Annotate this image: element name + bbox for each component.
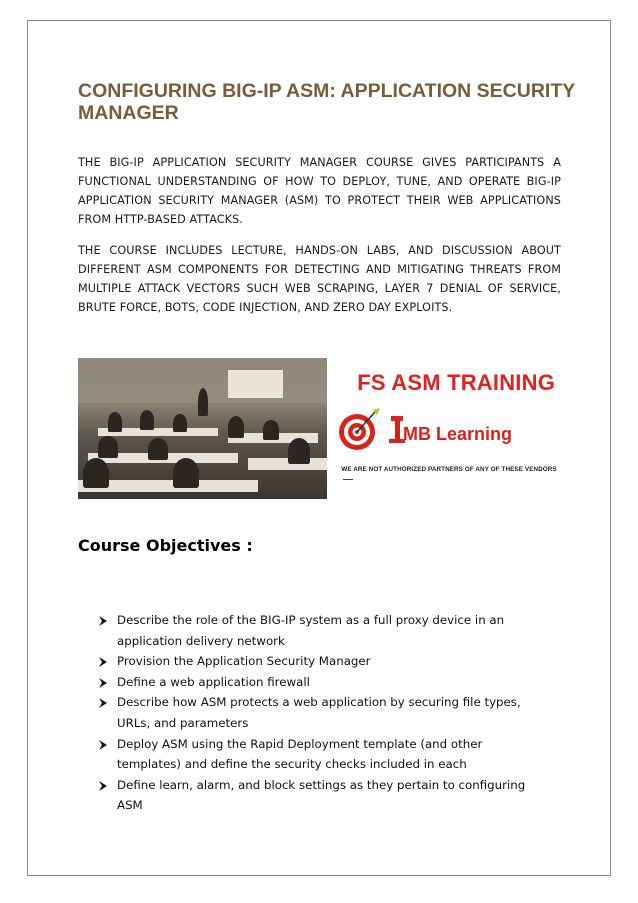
list-item (98, 651, 548, 672)
banner-title: FS ASM TRAINING (357, 370, 555, 395)
objective-text: Describe how ASM protects a web application by securing file types, URLs, and parameters (117, 695, 521, 730)
arrow-bullet-icon (98, 616, 108, 626)
objective-text: Describe the role of the BIG-IP system as a full proxy device in an application delivery network (117, 613, 505, 648)
objective-text: Provision the Application Security Manager (117, 654, 371, 669)
divider (343, 479, 353, 480)
objective-text: Define a web application firewall (117, 674, 310, 689)
course-content-paragraph: THE COURSE INCLUDES LECTURE, HANDS-ON LABS, AND DISCUSSION ABOUT DIFFERENT ASM COMPONENTS FOR DETECTING AND MITIGATING THREATS FROM MULTIPLE ATTACK VECTORS SUCH WEB SCRAPING, LAYER 7 DENIAL OF SERVICE, BRUTE FORCE, BOTS, CODE INJECTION, AND ZERO DAY EXPLOITS. (78, 244, 561, 314)
arrow-bullet-icon (98, 740, 108, 750)
list-item (98, 610, 548, 651)
arrow-bullet-icon (98, 781, 108, 791)
arrow-bullet-icon (98, 678, 108, 688)
list-item (98, 734, 548, 775)
objectives-heading: Course Objectives : (78, 536, 253, 555)
arrow-bullet-icon (98, 698, 108, 708)
training-banner (331, 358, 561, 499)
objectives-list (98, 610, 548, 816)
list-item (98, 692, 548, 733)
target-icon (337, 406, 383, 452)
list-item (98, 775, 548, 816)
arrow-bullet-icon (98, 657, 108, 667)
objective-text: Define learn, alarm, and block settings as they pertain to configuring ASM (117, 777, 526, 813)
list-item (98, 672, 548, 693)
mb-learning-logo-text: MB Learning (403, 424, 513, 444)
objective-text: Deploy ASM using the Rapid Deployment template (and other templates) and define the security checks included in each (117, 736, 483, 772)
vendor-disclaimer: WE ARE NOT AUTHORIZED PARTNERS OF ANY OF THESE VENDORS (341, 466, 557, 473)
intro-paragraph: THE BIG-IP APPLICATION SECURITY MANAGER COURSE GIVES PARTICIPANTS A FUNCTIONAL UNDERSTANDING OF HOW TO DEPLOY, TUNE, AND OPERATE BIG-IP APPLICATION SECURITY MANAGER (ASM) TO PROTECT THEIR WEB APPLICATIONS FROM HTTP-BASED ATTACKS. (78, 156, 561, 226)
classroom-photo (78, 358, 327, 499)
document-title: CONFIGURING BIG-IP ASM: APPLICATION SECURITY MANAGER (78, 80, 575, 124)
